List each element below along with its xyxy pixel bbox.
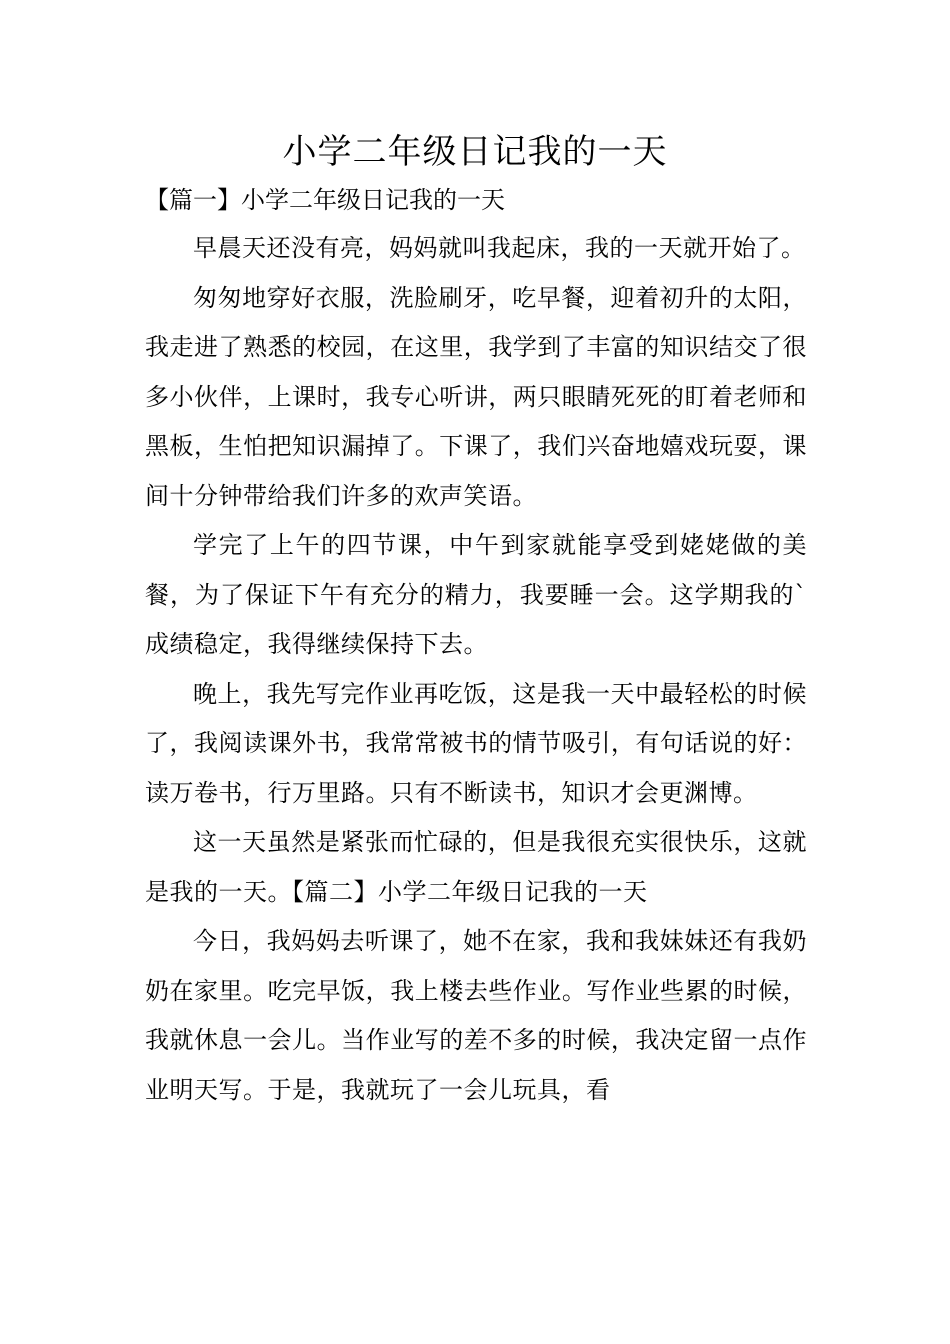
- section-label: 【篇一】小学二年级日记我的一天: [145, 186, 505, 214]
- document-title: 小学二年级日记我的一天: [282, 132, 668, 172]
- paragraph: 今日，我妈妈去听课了，她不在家，我和我妹妹还有我奶奶在家里。吃完早饭，我上楼去些作业。写作业些累的时候，我就休息一会儿。当作业写的差不多的时候，我决定留一点作业明天写。于是，我就玩了一会儿玩具，看: [145, 927, 807, 1104]
- paragraph: 这一天虽然是紧张而忙碌的，但是我很充实很快乐，这就是我的一天。【篇二】小学二年级日记我的一天: [145, 828, 807, 906]
- paragraph: 学完了上午的四节课，中午到家就能享受到姥姥做的美餐，为了保证下午有充分的精力，我要睡一会。这学期我的`成绩稳定，我得继续保持下去。: [145, 531, 807, 658]
- paragraph: 匆匆地穿好衣服，洗脸刷牙，吃早餐，迎着初升的太阳，我走进了熟悉的校园，在这里，我学到了丰富的知识结交了很多小伙伴，上课时，我专心听讲，两只眼睛死死的盯着老师和黑板，生怕把知识漏掉了。下课了，我们兴奋地嬉戏玩耍，课间十分钟带给我们许多的欢声笑语。: [145, 283, 807, 510]
- document-body: [145, 224, 807, 1115]
- paragraph: 早晨天还没有亮，妈妈就叫我起床，我的一天就开始了。: [193, 234, 806, 262]
- paragraph: 晚上，我先写完作业再吃饭，这是我一天中最轻松的时候了，我阅读课外书，我常常被书的情节吸引，有句话说的好：读万卷书，行万里路。只有不断读书，知识才会更渊博。: [145, 679, 807, 807]
